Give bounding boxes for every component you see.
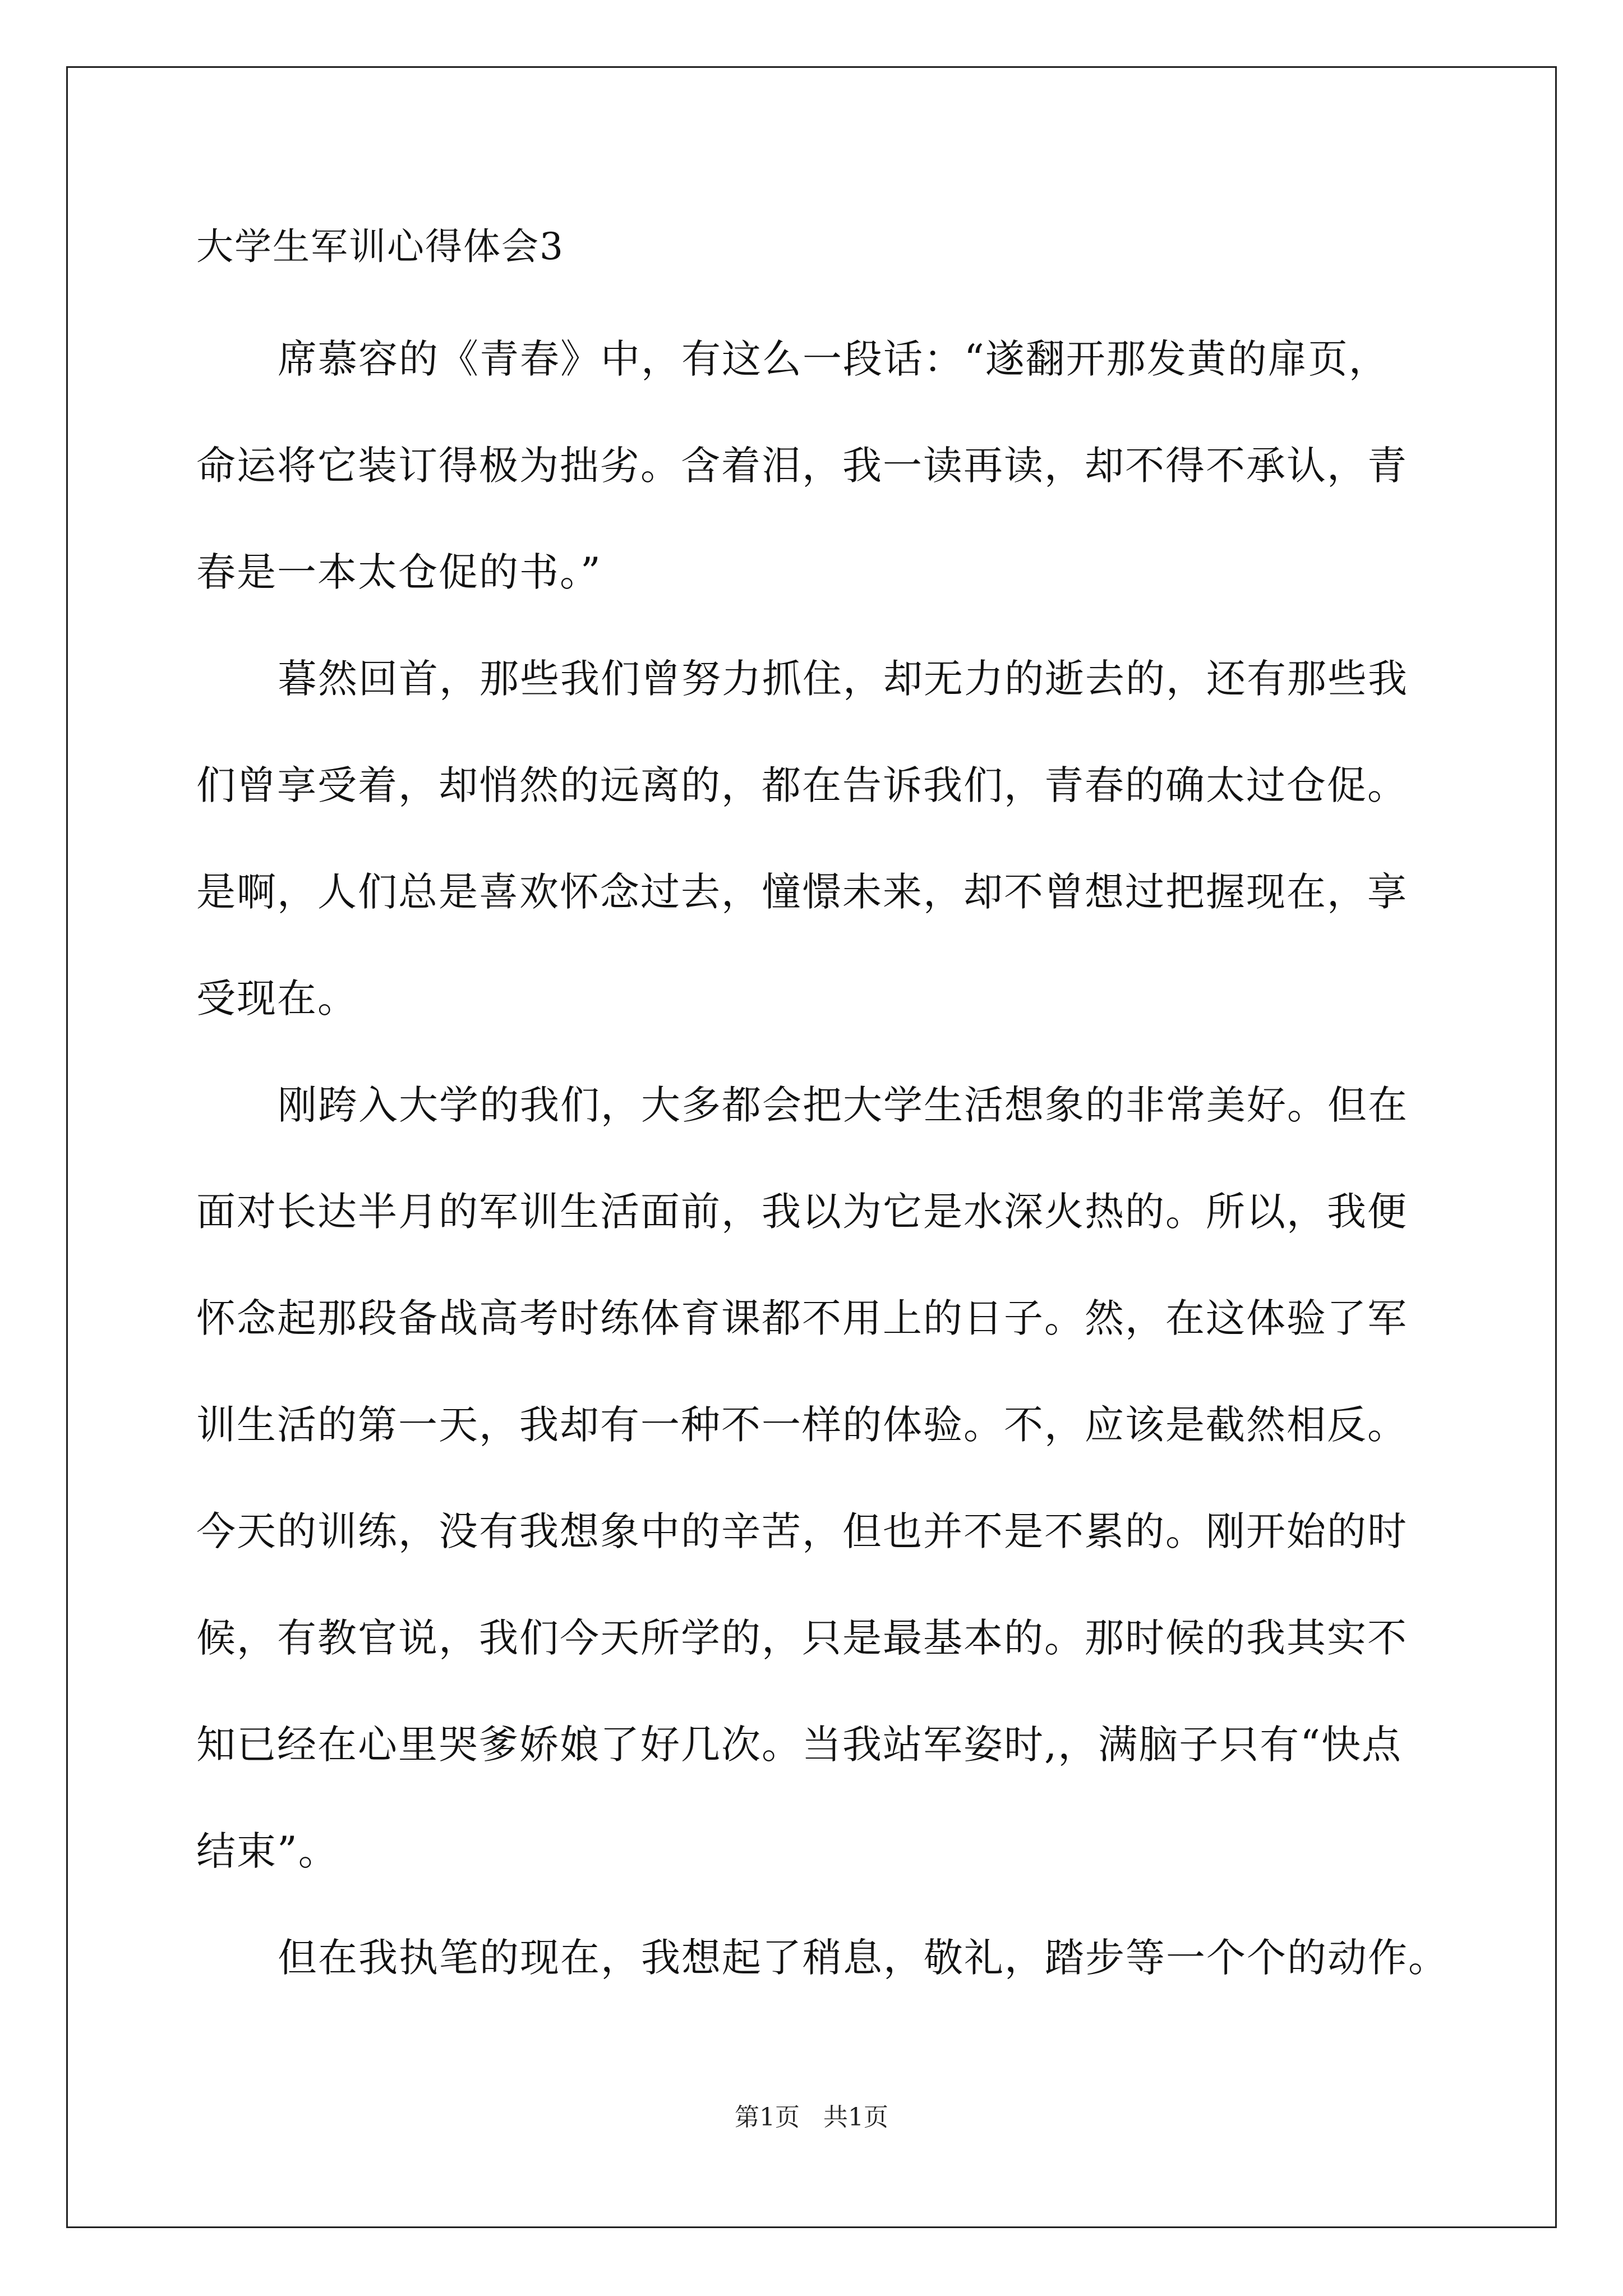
text-line: 面对长达半月的军训生活面前，我以为它是水深火热的。所以，我便 [196, 1189, 1408, 1235]
text-line: 命运将它装订得极为拙劣。含着泪，我一读再读，却不得不承认，青 [196, 443, 1408, 489]
text-line: 候，有教官说，我们今天所学的，只是最基本的。那时候的我其实不 [196, 1615, 1408, 1661]
text-line: 席慕容的《青春》中，有这么一段话：“遂翻开那发黄的扉页， [278, 336, 1389, 382]
text-line: 结束”。 [196, 1828, 339, 1874]
text-line: 知已经在心里哭爹娇娘了好几次。当我站军姿时,，满脑子只有“快点 [196, 1722, 1403, 1768]
text-line: 是啊，人们总是喜欢怀念过去，憧憬未来，却不曾想过把握现在，享 [196, 869, 1408, 915]
text-line: 但在我执笔的现在，我想起了稍息，敬礼，踏步等一个个的动作。 [278, 1935, 1449, 1981]
text-line: 春是一本太仓促的书。” [196, 549, 602, 595]
text-line: 今天的训练，没有我想象中的辛苦，但也并不是不累的。刚开始的时 [196, 1508, 1408, 1554]
text-line: 训生活的第一天，我却有一种不一样的体验。不，应该是截然相反。 [196, 1402, 1408, 1448]
text-line: 们曾享受着，却悄然的远离的，都在告诉我们，青春的确太过仓促。 [196, 762, 1408, 808]
text-line: 受现在。 [196, 976, 358, 1022]
page-border [66, 66, 1557, 2228]
text-line: 刚跨入大学的我们，大多都会把大学生活想象的非常美好。但在 [278, 1082, 1408, 1128]
document-title: 大学生军训心得体会3 [196, 225, 564, 268]
text-line: 暮然回首，那些我们曾努力抓住，却无力的逝去的，还有那些我 [278, 656, 1408, 702]
page-number-footer: 第1页 共1页 [735, 2103, 888, 2132]
text-line: 怀念起那段备战高考时练体育课都不用上的日子。然，在这体验了军 [196, 1295, 1408, 1341]
